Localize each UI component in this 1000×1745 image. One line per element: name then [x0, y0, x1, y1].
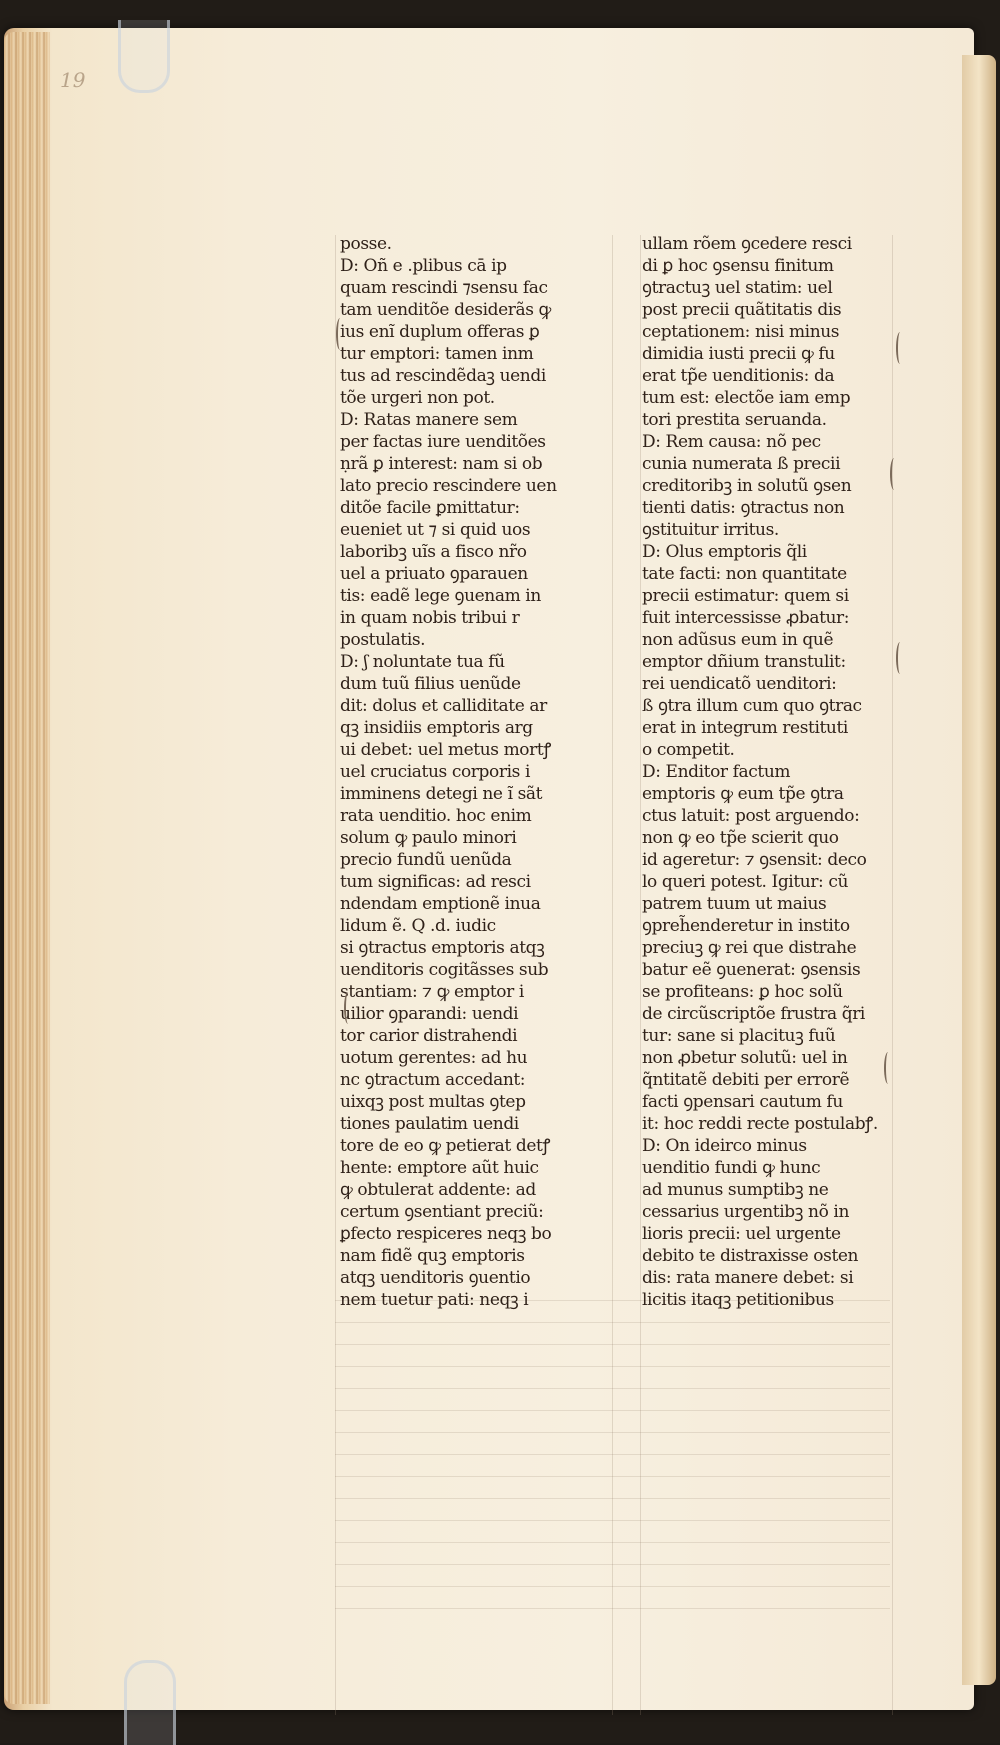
- text-line: facti ꝯpensari cautum fu: [642, 1092, 843, 1112]
- text-line: nc ꝯtractum accedant:: [340, 1070, 526, 1090]
- text-line: si ꝯtractus emptoris atqꝫ: [340, 938, 545, 958]
- text-line: uel cruciatus corporis i: [340, 762, 530, 782]
- text-line: uotum gerentes: ad hu: [340, 1048, 528, 1068]
- text-line: q̃ntitatẽ debiti per errorẽ: [642, 1070, 850, 1090]
- ruling-line: [335, 1608, 890, 1609]
- text-line: ꝯtractuꝫ uel statim: uel: [642, 278, 833, 298]
- text-line: stantiam: ⁊ ꝙ emptor i: [340, 982, 524, 1002]
- text-line: post precii quãtitatis dis: [642, 300, 842, 320]
- text-line: tate facti: non quantitate: [642, 564, 847, 584]
- text-line: cunia numerata ß precii: [642, 454, 841, 474]
- text-line: tur emptori: tamen inm: [340, 344, 534, 364]
- text-line: creditoribꝫ in solutũ ꝯsen: [642, 476, 852, 496]
- text-line: uenditoris cogitãsses sub: [340, 960, 549, 980]
- text-line: solum ꝙ paulo minori: [340, 828, 517, 848]
- text-line: hente: emptore aũt huic: [340, 1158, 539, 1178]
- ruling-line: [892, 235, 893, 1715]
- text-line: non ꝙ eo tp̃e scierit quo: [642, 828, 839, 848]
- text-line: dum tuũ filius uenũde: [340, 674, 521, 694]
- text-line: tõe urgeri non pot.: [340, 388, 495, 408]
- text-line: lo queri potest. Igitur: cũ: [642, 872, 849, 892]
- text-line: ß ꝯtra illum cum quo ꝯtrac: [642, 696, 862, 716]
- marginal-paragraph-mark: [344, 992, 352, 1024]
- text-line: postulatis.: [340, 630, 426, 650]
- text-line: ad munus sumptibꝫ ne: [642, 1180, 829, 1200]
- text-line: tienti datis: ꝯtractus non: [642, 498, 845, 518]
- text-line: de circũscriptõe frustra q̃ri: [642, 1004, 865, 1024]
- text-line: tam uenditõe desiderãs ꝙ: [340, 300, 551, 320]
- text-line: it: hoc reddi recte postulabꝭ.: [642, 1114, 878, 1134]
- text-line: dimidia iusti precii ꝙ fu: [642, 344, 835, 364]
- ruling-line: [335, 1520, 890, 1521]
- text-line: non adũsus eum in quẽ: [642, 630, 834, 650]
- text-line: non ꝓbetur solutũ: uel in: [642, 1048, 848, 1068]
- ruling-line: [335, 1344, 890, 1345]
- text-line: se profiteans: ꝑ hoc solũ: [642, 982, 843, 1002]
- text-line: ꝑfecto respiceres neqꝫ bo: [340, 1224, 552, 1244]
- text-line: nam fidẽ quꝫ emptoris: [340, 1246, 525, 1266]
- text-line: uilior ꝯparandi: uendi: [340, 1004, 519, 1024]
- marginal-paragraph-mark: [896, 642, 904, 674]
- text-line: id ageretur: ⁊ ꝯsensit: deco: [642, 850, 867, 870]
- ruling-line: [335, 1432, 890, 1433]
- text-line: uel a priuato ꝯparauen: [340, 564, 528, 584]
- text-line: tore de eo ꝙ petierat detꝭ: [340, 1136, 551, 1156]
- ruling-line: [335, 1454, 890, 1455]
- text-line: dis: rata manere debet: si: [642, 1268, 854, 1288]
- text-line: erat in integrum restituti: [642, 718, 848, 738]
- text-line: tum est: electõe iam emp: [642, 388, 851, 408]
- ruling-line: [335, 1564, 890, 1565]
- text-line: rei uendicatõ uenditori:: [642, 674, 837, 694]
- text-line: D: Olus emptoris q̃li: [642, 542, 807, 562]
- text-line: emptoris ꝙ eum tp̃e ꝯtra: [642, 784, 844, 804]
- text-line: posse.: [340, 234, 392, 254]
- text-line: debito te distraxisse osten: [642, 1246, 859, 1266]
- text-line: ceptationem: nisi minus: [642, 322, 840, 342]
- text-line: erat tp̃e uenditionis: da: [642, 366, 835, 386]
- text-line: lioris precii: uel urgente: [642, 1224, 841, 1244]
- text-line: tus ad rescindẽdaꝫ uendi: [340, 366, 546, 386]
- text-line: fuit intercessisse ꝓbatur:: [642, 608, 850, 628]
- next-leaf-edge: [962, 55, 996, 1685]
- text-line: uenditio fundi ꝙ hunc: [642, 1158, 821, 1178]
- folio-number: 19: [60, 68, 86, 92]
- text-line: ditõe facile ꝑmittatur:: [340, 498, 520, 518]
- text-line: tiones paulatim uendi: [340, 1114, 519, 1134]
- text-line: D: ʃ noluntate tua fũ: [340, 652, 505, 672]
- text-line: imminens detegi ne ĩ sãt: [340, 784, 543, 804]
- text-line: nem tuetur pati: neqꝫ i: [340, 1290, 529, 1310]
- text-line: dit: dolus et calliditate ar: [340, 696, 547, 716]
- text-line: di ꝑ hoc ꝯsensu finitum: [642, 256, 834, 276]
- ruling-line: [335, 1388, 890, 1389]
- text-line: lato precio rescindere uen: [340, 476, 557, 496]
- text-line: tur: sane si placituꝫ fuũ: [642, 1026, 836, 1046]
- text-line: tum significas: ad resci: [340, 872, 531, 892]
- text-line: patrem tuum ut maius: [642, 894, 827, 914]
- text-line: ndendam emptionẽ inua: [340, 894, 541, 914]
- ruling-line: [335, 235, 336, 1715]
- text-line: ctus latuit: post arguendo:: [642, 806, 860, 826]
- text-line: certum ꝯsentiant preciũ:: [340, 1202, 544, 1222]
- text-line: atqꝫ uenditoris ꝯuentio: [340, 1268, 531, 1288]
- text-line: precii estimatur: quem si: [642, 586, 849, 606]
- text-line: D: Enditor factum: [642, 762, 791, 782]
- marginal-paragraph-mark: [884, 1052, 892, 1084]
- text-line: eueniet ut ⁊ si quid uos: [340, 520, 531, 540]
- ruling-line: [335, 1542, 890, 1543]
- text-line: ui debet: uel metus mortꝭ: [340, 740, 551, 760]
- text-line: cessarius urgentibꝫ nõ in: [642, 1202, 849, 1222]
- ruling-line: [335, 1586, 890, 1587]
- text-line: preciuꝫ ꝙ rei que distrahe: [642, 938, 857, 958]
- text-line: ꝯpreh̃enderetur in instito: [642, 916, 850, 936]
- text-line: per factas iure uenditões: [340, 432, 546, 452]
- marginal-paragraph-mark: [336, 318, 344, 350]
- text-line: qꝫ insidiis emptoris arg: [340, 718, 533, 738]
- page-clip: [118, 20, 170, 93]
- text-line: batur eẽ ꝯuenerat: ꝯsensis: [642, 960, 861, 980]
- text-line: lidum ẽ. Q .d. iudic: [340, 916, 496, 936]
- text-line: uixqꝫ post multas ꝯtep: [340, 1092, 526, 1112]
- text-line: tis: eadẽ lege ꝯuenam in: [340, 586, 541, 606]
- text-line: licitis itaqꝫ petitionibus: [642, 1290, 834, 1310]
- text-line: ius enĩ duplum offeras ꝑ: [340, 322, 540, 342]
- text-line: laboribꝫ uĩs a fisco nr̃o: [340, 542, 527, 562]
- ruling-line: [335, 1366, 890, 1367]
- text-line: D: On ideirco minus: [642, 1136, 807, 1156]
- page-clip: [124, 1660, 176, 1745]
- text-line: ꝙ obtulerat addente: ad: [340, 1180, 536, 1200]
- ruling-line: [335, 1476, 890, 1477]
- marginal-paragraph-mark: [890, 458, 898, 490]
- text-line: rata uenditio. hoc enim: [340, 806, 532, 826]
- text-line: tor carior distrahendi: [340, 1026, 518, 1046]
- marginal-paragraph-mark: [896, 332, 904, 364]
- ruling-line: [335, 1410, 890, 1411]
- text-line: precio fundũ uenũda: [340, 850, 512, 870]
- text-column-left: [340, 233, 615, 1311]
- page-edges-stack: [4, 32, 50, 1704]
- text-line: ṇrã ꝑ interest: nam si ob: [340, 454, 543, 474]
- text-line: D: Ratas manere sem: [340, 410, 518, 430]
- text-line: D: Rem causa: nõ pec: [642, 432, 821, 452]
- ruling-line: [335, 1498, 890, 1499]
- text-line: quam rescindi ⁊sensu fac: [340, 278, 548, 298]
- text-line: emptor dñium transtulit:: [642, 652, 846, 672]
- ruling-line: [640, 235, 641, 1715]
- text-line: D: Oñ e .plibus cā ip: [340, 256, 507, 276]
- text-column-right: [642, 233, 892, 1311]
- ruling-line: [335, 1322, 890, 1323]
- text-line: in quam nobis tribui r: [340, 608, 520, 628]
- text-line: ullam rõem ꝯcedere resci: [642, 234, 852, 254]
- text-line: tori prestita seruanda.: [642, 410, 827, 430]
- text-line: o competit.: [642, 740, 735, 760]
- text-line: ꝯstituitur irritus.: [642, 520, 779, 540]
